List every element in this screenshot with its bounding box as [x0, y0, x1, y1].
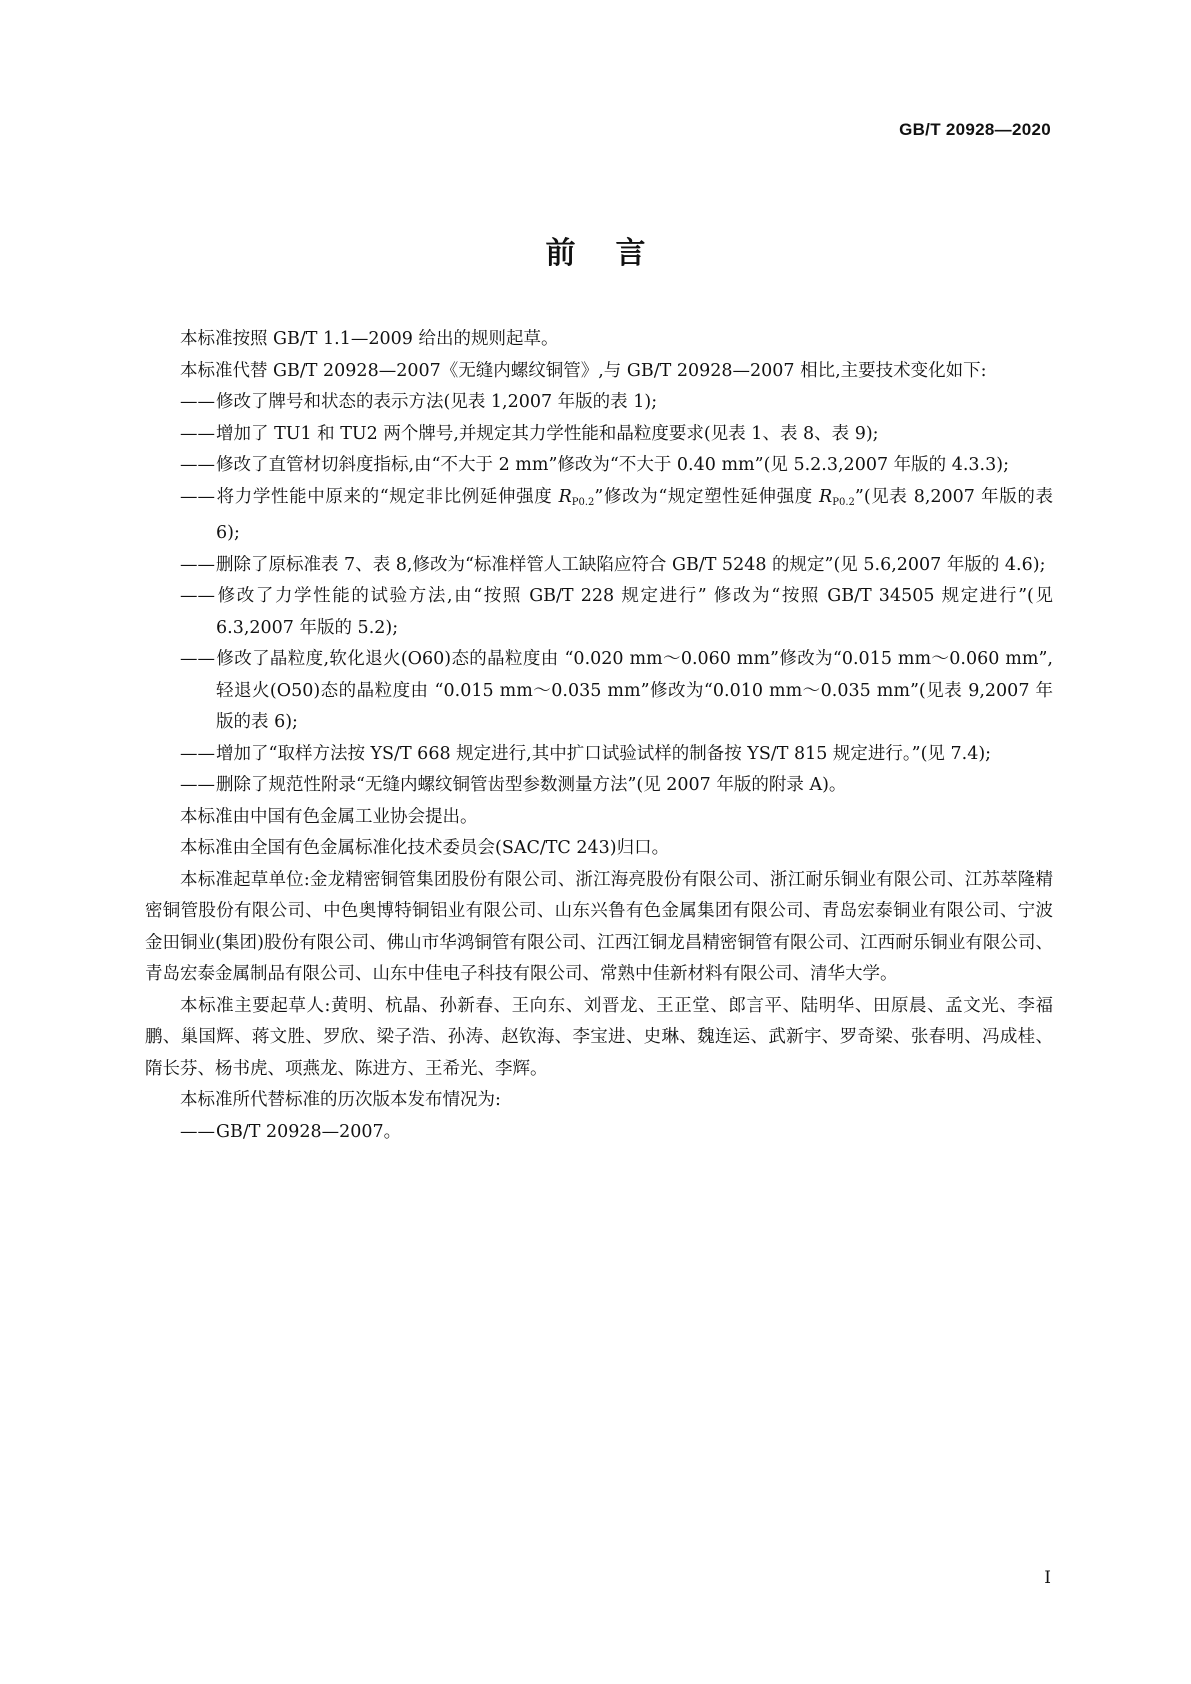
paragraph-replacement: 本标准代替 GB/T 20928—2007《无缝内螺纹铜管》,与 GB/T 20928—2007 相比,主要技术变化如下:	[180, 360, 987, 381]
list-item: ——修改了牌号和状态的表示方法(见表 1,2007 年版的表 1);	[180, 392, 658, 412]
paragraph-proposer: 本标准由中国有色金属工业协会提出。	[180, 806, 478, 827]
document-body	[145, 324, 1053, 1148]
paragraph-history-intro: 本标准所代替标准的历次版本发布情况为:	[180, 1090, 501, 1110]
list-item: ——修改了晶粒度,软化退火(O60)态的晶粒度由 “0.020 mm～0.060 mm”修改为“0.015 mm～0.060 mm”,轻退火(O50)态的晶粒度由 “0.015 mm～0.035 mm”修改为“0.010 mm～0.035 mm”(见表 9,2007 年版的表 6);	[180, 649, 1053, 732]
standard-code: GB/T 20928—2020	[899, 120, 1051, 139]
list-item: ——删除了规范性附录“无缝内螺纹铜管齿型参数测量方法”(见 2007 年版的附录 A)。	[180, 775, 847, 795]
paragraph-drafting-rules: 本标准按照 GB/T 1.1—2009 给出的规则起草。	[180, 329, 559, 349]
paragraph-drafters: 本标准主要起草人:黄明、杭晶、孙新春、王向东、刘晋龙、王正堂、郎言平、陆明华、田原晨、孟文光、李福鹏、巢国辉、蒋文胜、罗欣、梁子浩、孙涛、赵钦海、李宝进、史琳、魏连运、武新宇、罗奇梁、张春明、冯成桂、隋长芬、杨书虎、项燕龙、陈进方、王希光、李辉。	[145, 995, 1053, 1079]
list-item: ——删除了原标准表 7、表 8,修改为“标准样管人工缺陷应符合 GB/T 5248 的规定”(见 5.6,2007 年版的 4.6);	[180, 554, 1046, 575]
symbol-rp: R	[819, 486, 833, 507]
symbol-subscript: P0.2	[832, 496, 855, 508]
paragraph-drafting-units: 本标准起草单位:金龙精密铜管集团股份有限公司、浙江海亮股份有限公司、浙江耐乐铜业有限公司、江苏萃隆精密铜管股份有限公司、中色奥博特铜铝业有限公司、山东兴鲁有色金属集团有限公司、青岛宏泰铜业有限公司、宁波金田铜业(集团)股份有限公司、佛山市华鸿铜管有限公司、江西江铜龙昌精密铜管有限公司、江西耐乐铜业有限公司、青岛宏泰金属制品有限公司、山东中佳电子科技有限公司、常熟中佳新材料有限公司、清华大学。	[145, 869, 1053, 984]
symbol-subscript: P0.2	[571, 496, 595, 508]
symbol-rp: R	[558, 486, 572, 507]
list-item: ——将力学性能中原来的“规定非比例延伸强度 $R_{P0.2}$”修改为“规定塑性延伸强度 $R_{P0.2}$”(见表 8,2007 年版的表 6);	[180, 486, 1053, 543]
list-item: ——增加了 TU1 和 TU2 两个牌号,并规定其力学性能和晶粒度要求(见表 1、表 8、表 9);	[180, 423, 879, 444]
history-item: ——GB/T 20928—2007。	[180, 1121, 402, 1142]
list-item: ——修改了直管材切斜度指标,由“不大于 2 mm”修改为“不大于 0.40 mm”(见 5.2.3,2007 年版的 4.3.3);	[180, 455, 1009, 475]
list-item: ——修改了力学性能的试验方法,由“按照 GB/T 228 规定进行” 修改为“按照 GB/T 34505 规定进行”(见 6.3,2007 年版的 5.2);	[180, 586, 1053, 638]
paragraph-committee: 本标准由全国有色金属标准化技术委员会(SAC/TC 243)归口。	[180, 838, 670, 858]
page-number: I	[1044, 1568, 1051, 1588]
list-item: ——增加了“取样方法按 YS/T 668 规定进行,其中扩口试验试样的制备按 YS/T 815 规定进行。”(见 7.4);	[180, 743, 992, 764]
page-title: 前言	[545, 236, 686, 271]
